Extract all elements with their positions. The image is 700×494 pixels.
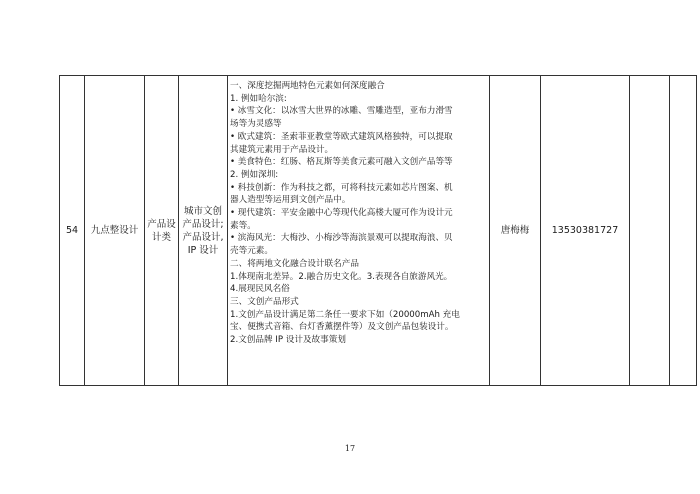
- content-line: 2. 例如深圳:: [230, 169, 279, 180]
- content-line: 宝、便携式音箱、台灯香薰摆件等）及文创产品包装设计。: [230, 322, 454, 333]
- direction-cell: [179, 76, 228, 386]
- category-line: 产品设: [147, 218, 176, 230]
- content-line: 壳等元素。: [230, 246, 273, 257]
- content-line: • 欧式建筑：圣索菲亚教堂等欧式建筑风格独特，可以提取: [230, 131, 453, 142]
- row-number: 54: [60, 76, 85, 386]
- direction-line: 产品设计;: [182, 218, 224, 230]
- direction-line: 城市文创: [183, 205, 222, 217]
- content-line: 一、深度挖掘两地特色元素如何深度融合: [230, 81, 385, 91]
- content-line: 2.文创品牌 IP 设计及故事策划: [230, 335, 346, 346]
- content-line: 其建筑元素用于产品设计。: [230, 144, 334, 155]
- content-line: 4.展现民风名俗: [230, 284, 290, 295]
- content-line: 素等。: [230, 220, 256, 231]
- category-cell: [145, 76, 179, 386]
- company-name: 九点整设计: [85, 76, 145, 386]
- content-line: 场等为灵感等: [230, 119, 282, 130]
- content-line: • 冰雪文化：以冰雪大世界的冰雕、雪雕造型，亚布力滑雪: [230, 106, 453, 117]
- content-line: • 美食特色：红肠、格瓦斯等美食元素可融入文创产品等等: [230, 157, 453, 168]
- table-row: [60, 76, 697, 386]
- contact-name: 唐梅梅: [490, 76, 541, 386]
- content-line: 器人造型等运用到文创产品中。: [230, 195, 351, 206]
- category-line: 计类: [151, 231, 171, 243]
- page-number: 17: [344, 444, 356, 453]
- content-line: 1. 例如哈尔滨:: [230, 93, 287, 104]
- direction-line: IP 设计: [187, 244, 219, 256]
- content-cell: [228, 76, 490, 386]
- content-line: • 现代建筑：平安金融中心等现代化高楼大厦可作为设计元: [230, 208, 453, 219]
- empty-cell: [630, 76, 670, 386]
- empty-cell: [670, 76, 697, 386]
- content-line: 二、将两地文化融合设计联名产品: [230, 258, 359, 269]
- content-line: • 滨海风光：大梅沙、小梅沙等海滨景观可以提取海浪、贝: [230, 233, 453, 244]
- content-line: 三、文创产品形式: [230, 296, 299, 307]
- content-line: 1.文创产品设计满足第二条任一要求下如（20000mAh 充电: [230, 309, 460, 320]
- content-line: 1.体现南北差异。2.融合历史文化。3.表现各自旅游风光。: [230, 271, 453, 282]
- direction-line: 产品设计,: [182, 231, 224, 243]
- content-line: • 科技创新：作为科技之都，可将科技元素如芯片图案、机: [230, 182, 453, 193]
- requirements-table: [59, 75, 697, 386]
- contact-phone: 13530381727: [541, 76, 630, 386]
